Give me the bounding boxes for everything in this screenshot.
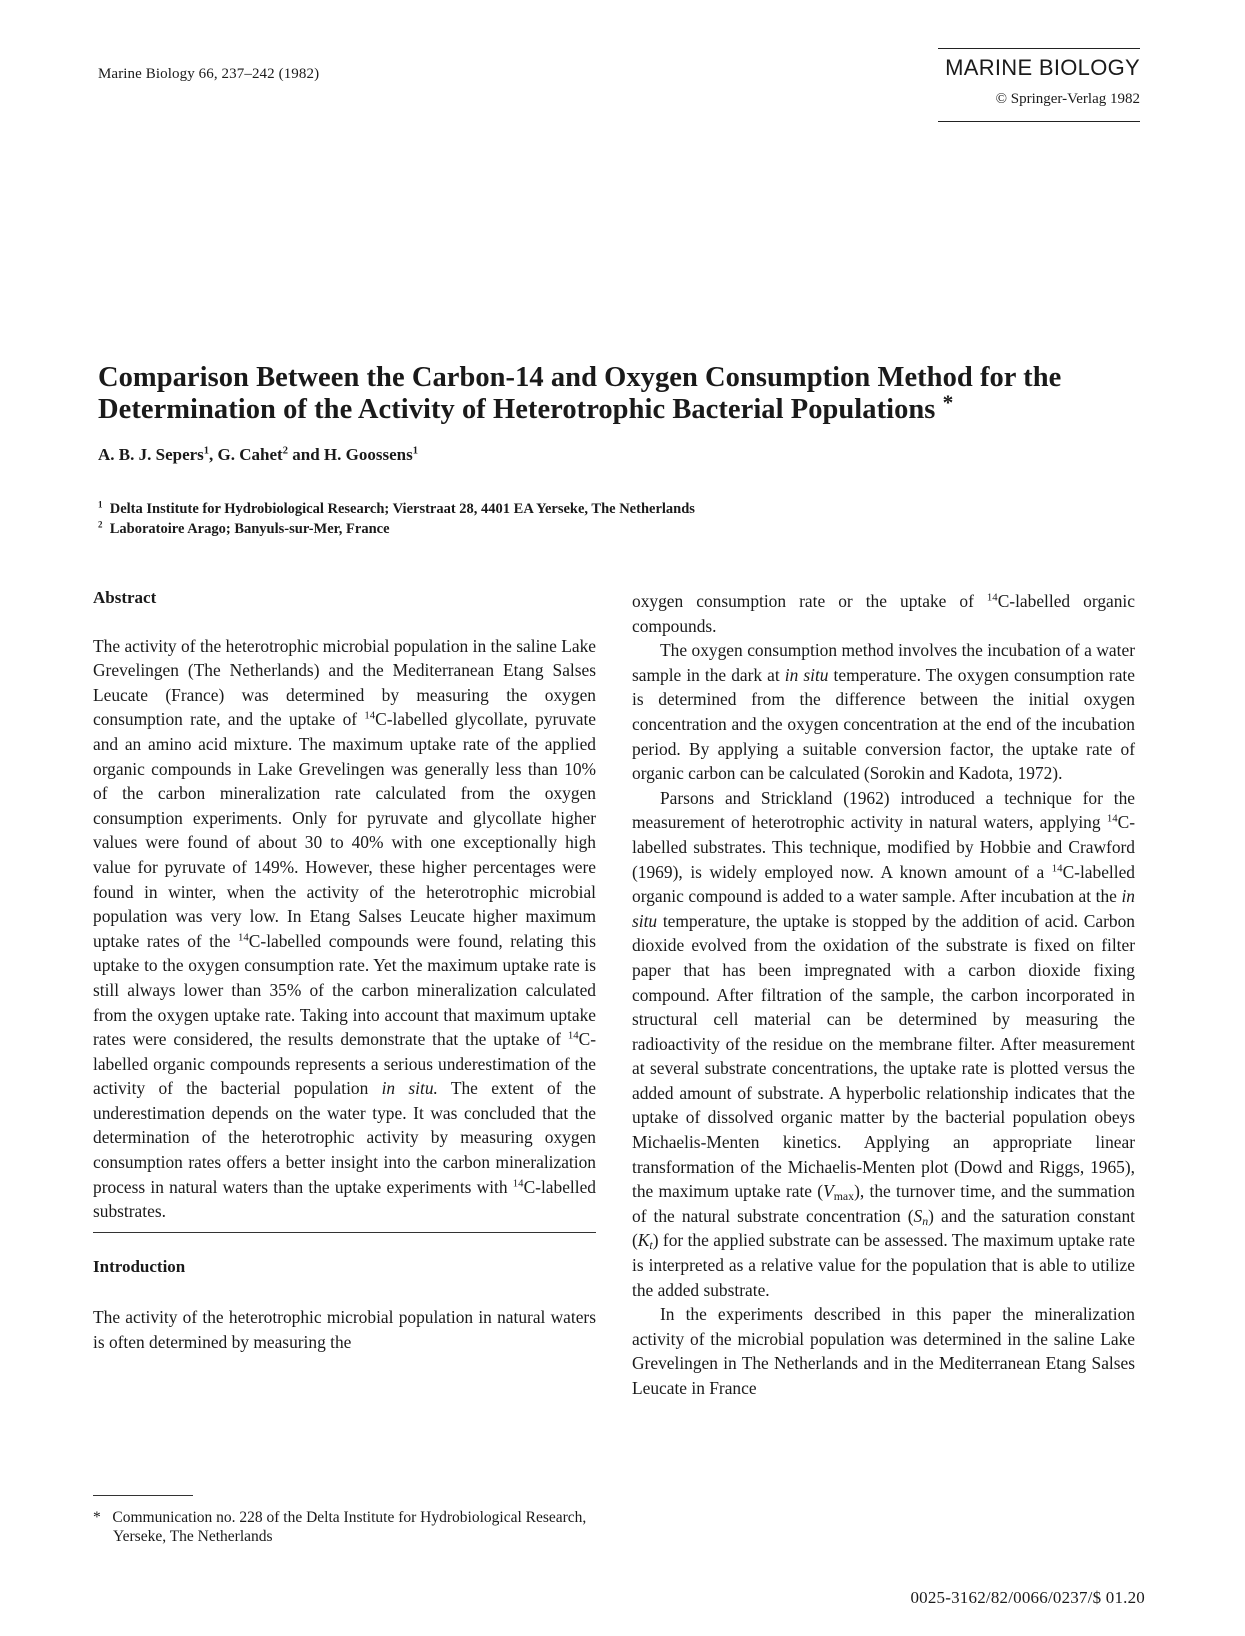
affiliation-text: Delta Institute for Hydrobiological Research; Vierstraat 28, 4401 EA Yerseke, The Netherlands [109,501,695,517]
footnote [93,1508,623,1546]
author-affiliation-marker: 1 [412,445,418,457]
affiliation-text: Laboratoire Arago; Banyuls-sur-Mer, France [109,521,390,537]
right-column [632,589,1135,1401]
left-column [93,586,596,1355]
author-name: H. Goossens [323,445,413,464]
author-separator: and [287,445,324,464]
affiliation-list [98,499,695,539]
paper-title [98,362,1148,426]
copyright-notice: © Springer-Verlag 1982 [995,91,1140,107]
author-separator: , [209,445,218,464]
title-line-2: Determination of the Activity of Heterotrophic Bacterial Populations [98,394,936,425]
journal-reference: Marine Biology 66, 237–242 (1982) [98,66,320,82]
affiliation-item [98,519,695,539]
introduction-paragraph-continued: oxygen consumption rate or the uptake of $^{14}$C-labelled organic compounds. [632,591,1135,636]
author-affiliation-marker: 2 [282,445,288,457]
introduction-heading: Introduction [93,1256,186,1276]
author-name: G. Cahet [217,445,283,464]
footnote-marker: * [93,1509,101,1526]
introduction-paragraph: The oxygen consumption method involves the incubation of a water sample in the dark at in situ temperature. The oxygen consumption rate is determined from the difference between the initial oxygen concentration and the oxygen concentration at the end of the incubation period. By applying a suitable conversion factor, the uptake rate of organic carbon can be calculated (Sorokin and Kadota, 1972). [632,640,1135,784]
author-affiliation-marker: 1 [203,445,210,457]
footnote-rule [93,1495,193,1496]
author-list [98,445,418,465]
author-name: A. B. J. Sepers [98,445,204,464]
introduction-paragraph: Parsons and Strickland (1962) introduced a technique for the measurement of heterotrophic activity in natural waters, applying $^{14}$C-labelled substrates. This technique, modified by Hobbie and Crawford (1969), is widely employed now. A known amount of a $^{14}$C-labelled organic compound is added to a water sample. After incubation at the in situ temperature, the uptake is stopped by the addition of acid. Carbon dioxide evolved from the oxidation of the substrate is fixed on filter paper that has been impregnated with a carbon dioxide fixing compound. After filtration of the sample, the carbon incorporated in structural cell material can be determined by measuring the radioactivity of the residue on the membrane filter. After measurement at several substrate concentrations, the uptake rate is plotted versus the added amount of substrate. A hyperbolic relationship indicates that the uptake of dissolved organic matter by the bacterial population obeys Michaelis-Menten kinetics. Applying an appropriate linear transformation of the Michaelis-Menten plot (Dowd and Riggs, 1965), the maximum uptake rate $(V_{max})$, the turnover time, and the summation of the natural substrate concentration $(S_n)$ and the saturation constant $(K_t)$ for the applied substrate can be assessed. The maximum uptake rate is interpreted as a relative value for the population that is able to utilize the added substrate. [632,787,1135,1300]
journal-name: MARINE BIOLOGY [945,55,1140,80]
title-footnote-marker: * [942,390,954,415]
journal-masthead [938,48,1140,122]
abstract-text: The activity of the heterotrophic microbial population in the saline Lake Grevelingen (The Netherlands) and the Mediterranean Etang Salses Leucate (France) was determined by measuring the oxygen consumption rate, and the uptake of $^{14}$C-labelled glycollate, pyruvate and an amino acid mixture. The maximum uptake rate of the applied organic compounds in Lake Grevelingen was generally less than 10% of the carbon mineralization rate calculated from the oxygen consumption experiments. Only for pyruvate and glycollate higher values were found of about 30 to 40% with one exceptionally high value for pyruvate of 149%. However, these higher percentages were found in winter, when the activity of the heterotrophic microbial population was very low. In Etang Salses Leucate higher maximum uptake rates of the $^{14}$C-labelled compounds were found, relating this uptake to the oxygen consumption rate. Yet the maximum uptake rate is still always lower than 35% of the carbon mineralization calculated from the oxygen uptake rate. Taking into account that maximum uptake rates were considered, the results demonstrate that the uptake of $^{14}$C-labelled organic compounds represents a serious underestimation of the activity of the bacterial population in situ. The extent of the underestimation depends on the water type. It was concluded that the determination of the heterotrophic activity by measuring oxygen consumption rates offers a better insight into the carbon mineralization process in natural waters than the uptake experiments with $^{14}$C-labelled substrates. [93,635,596,1222]
document-code: 0025-3162/82/0066/0237/$ 01.20 [910,1588,1145,1607]
title-line-1: Comparison Between the Carbon-14 and Oxygen Consumption Method for the [98,362,1062,393]
affiliation-number: 2 [98,519,103,530]
footnote-text: Communication no. 228 of the Delta Institute for Hydrobiological Research, Yerseke, The Netherlands [112,1509,587,1545]
introduction-paragraph: The activity of the heterotrophic microbial population in natural waters is often determined by measuring the [93,1307,596,1353]
abstract-divider [93,1232,596,1233]
affiliation-number: 1 [98,499,103,510]
affiliation-item [98,499,695,519]
abstract-heading: Abstract [93,588,157,607]
introduction-paragraph: In the experiments described in this paper the mineralization activity of the microbial population was determined in the saline Lake Grevelingen in The Netherlands and in the Mediterranean Etang Salses Leucate in France [632,1304,1135,1398]
